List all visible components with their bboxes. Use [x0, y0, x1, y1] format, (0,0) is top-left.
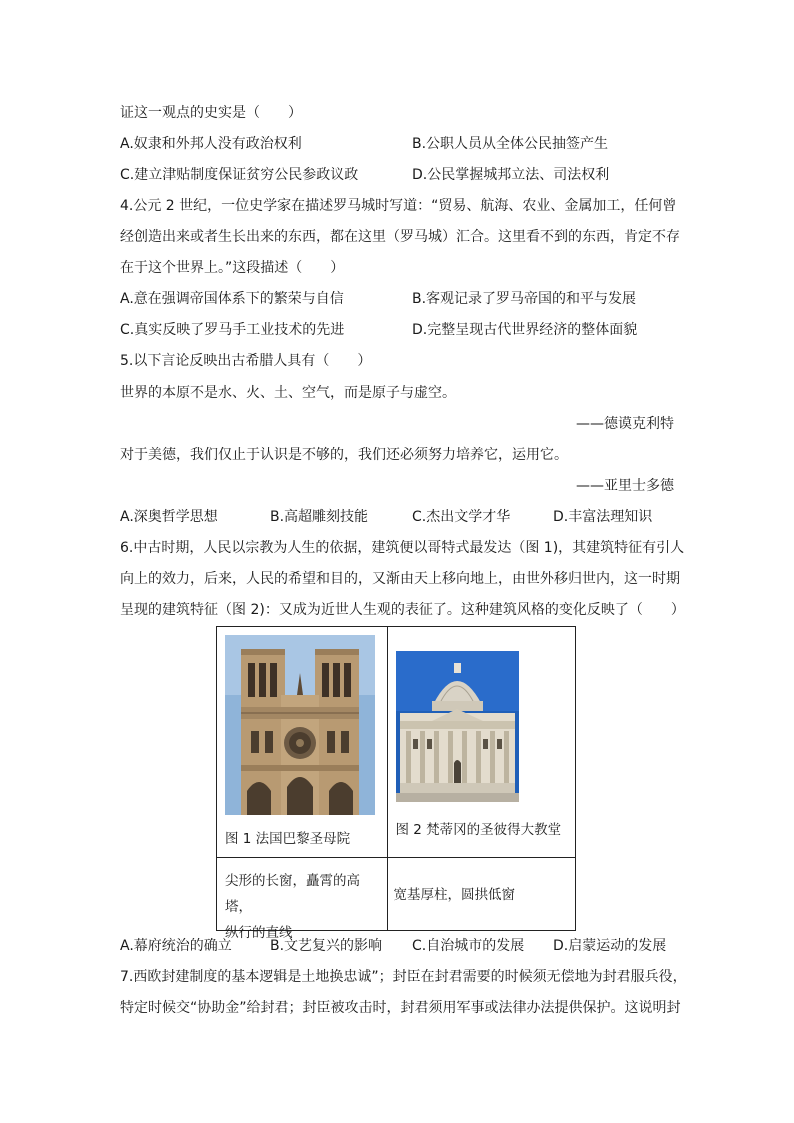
- q6-option-c: C.自治城市的发展: [412, 938, 525, 954]
- notre-dame-illustration: [225, 635, 375, 815]
- q5-quote-1: 世界的本原不是水、火、土、空气，而是原子与虚空。: [120, 385, 456, 401]
- q7-stem-line-2: 特定时候交“协助金”给封君；封臣被攻击时，封君须用军事或法律办法提供保护。这说明封: [120, 1000, 681, 1016]
- figure-2-description: 宽基厚柱，圆拱低窗: [393, 887, 516, 903]
- q5-option-a: A.深奥哲学思想: [120, 509, 218, 525]
- figure-2-description-cell: [387, 858, 575, 931]
- q3-option-b: B.公职人员从全体公民抽签产生: [412, 136, 609, 152]
- q7-stem-line-1: 7.西欧封建制度的基本逻辑是土地换忠诚”；封臣在封君需要的时候须无偿地为封君服兵役，: [120, 969, 687, 985]
- q5-quote-2: 对于美德，我们仅止于认识是不够的，我们还必须努力培养它，运用它。: [120, 447, 568, 463]
- q5-option-c: C.杰出文学才华: [412, 509, 511, 525]
- q3-stem-tail: 证这一观点的史实是（ ）: [120, 105, 302, 121]
- q5-option-b: B.高超雕刻技能: [270, 509, 369, 525]
- q4-stem-line-3: 在于这个世界上。”这段描述（ ）: [120, 260, 345, 276]
- q4-stem-line-1: 4.公元 2 世纪，一位史学家在描述罗马城时写道：“贸易、航海、农业、金属加工，任何曾: [120, 198, 677, 214]
- figure-1-description-line-2: 纵行的直线: [225, 925, 293, 941]
- q6-stem-line-2: 向上的效力，后来，人民的希望和目的，又渐由天上移向地上，由世外移归世内，这一时期: [120, 571, 680, 587]
- q5-stem: 5.以下言论反映出古希腊人具有（ ）: [120, 353, 372, 369]
- figure-table: [216, 626, 576, 941]
- q5-author-2: ——亚里士多德: [576, 478, 674, 494]
- figure-2-cell: [387, 627, 575, 858]
- st-peters-illustration: [396, 651, 519, 802]
- q4-option-b: B.客观记录了罗马帝国的和平与发展: [412, 291, 637, 307]
- q6-option-d: D.启蒙运动的发展: [553, 938, 667, 954]
- q6-option-b: B.文艺复兴的影响: [270, 938, 383, 954]
- q6-option-a: A.幕府统治的确立: [120, 938, 232, 954]
- q3-option-a: A.奴隶和外邦人没有政治权利: [120, 136, 302, 152]
- figure-1-cell: [217, 627, 388, 858]
- figure-2-caption: 图 2 梵蒂冈的圣彼得大教堂: [395, 822, 562, 838]
- q4-option-c: C.真实反映了罗马手工业技术的先进: [120, 322, 345, 338]
- figure-1-description-cell: [217, 858, 388, 941]
- q4-stem-line-2: 经创造出来或者生长出来的东西，都在这里（罗马城）汇合。这里看不到的东西，肯定不存: [120, 229, 680, 245]
- st-peters-photo: [396, 651, 519, 802]
- q4-option-a: A.意在强调帝国体系下的繁荣与自信: [120, 291, 344, 307]
- figure-1-description-line-1: 尖形的长窗，矗霄的高塔，: [225, 873, 360, 915]
- q5-author-1: ——德谟克利特: [576, 416, 674, 432]
- q3-option-c: C.建立津贴制度保证贫穷公民参政议政: [120, 167, 359, 183]
- notre-dame-photo: [225, 635, 375, 815]
- q6-stem-line-3: 呈现的建筑特征（图 2)：又成为近世人生观的表征了。这种建筑风格的变化反映了（ ）: [120, 602, 685, 618]
- q3-option-d: D.公民掌握城邦立法、司法权利: [412, 167, 610, 183]
- figure-1-caption: 图 1 法国巴黎圣母院: [225, 831, 351, 847]
- q6-stem-line-1: 6.中古时期，人民以宗教为人生的依据，建筑便以哥特式最发达（图 1)，其建筑特征有引人: [120, 540, 685, 556]
- q4-option-d: D.完整呈现古代世界经济的整体面貌: [412, 322, 638, 338]
- q5-option-d: D.丰富法理知识: [553, 509, 653, 525]
- figure-1-description: [225, 868, 387, 946]
